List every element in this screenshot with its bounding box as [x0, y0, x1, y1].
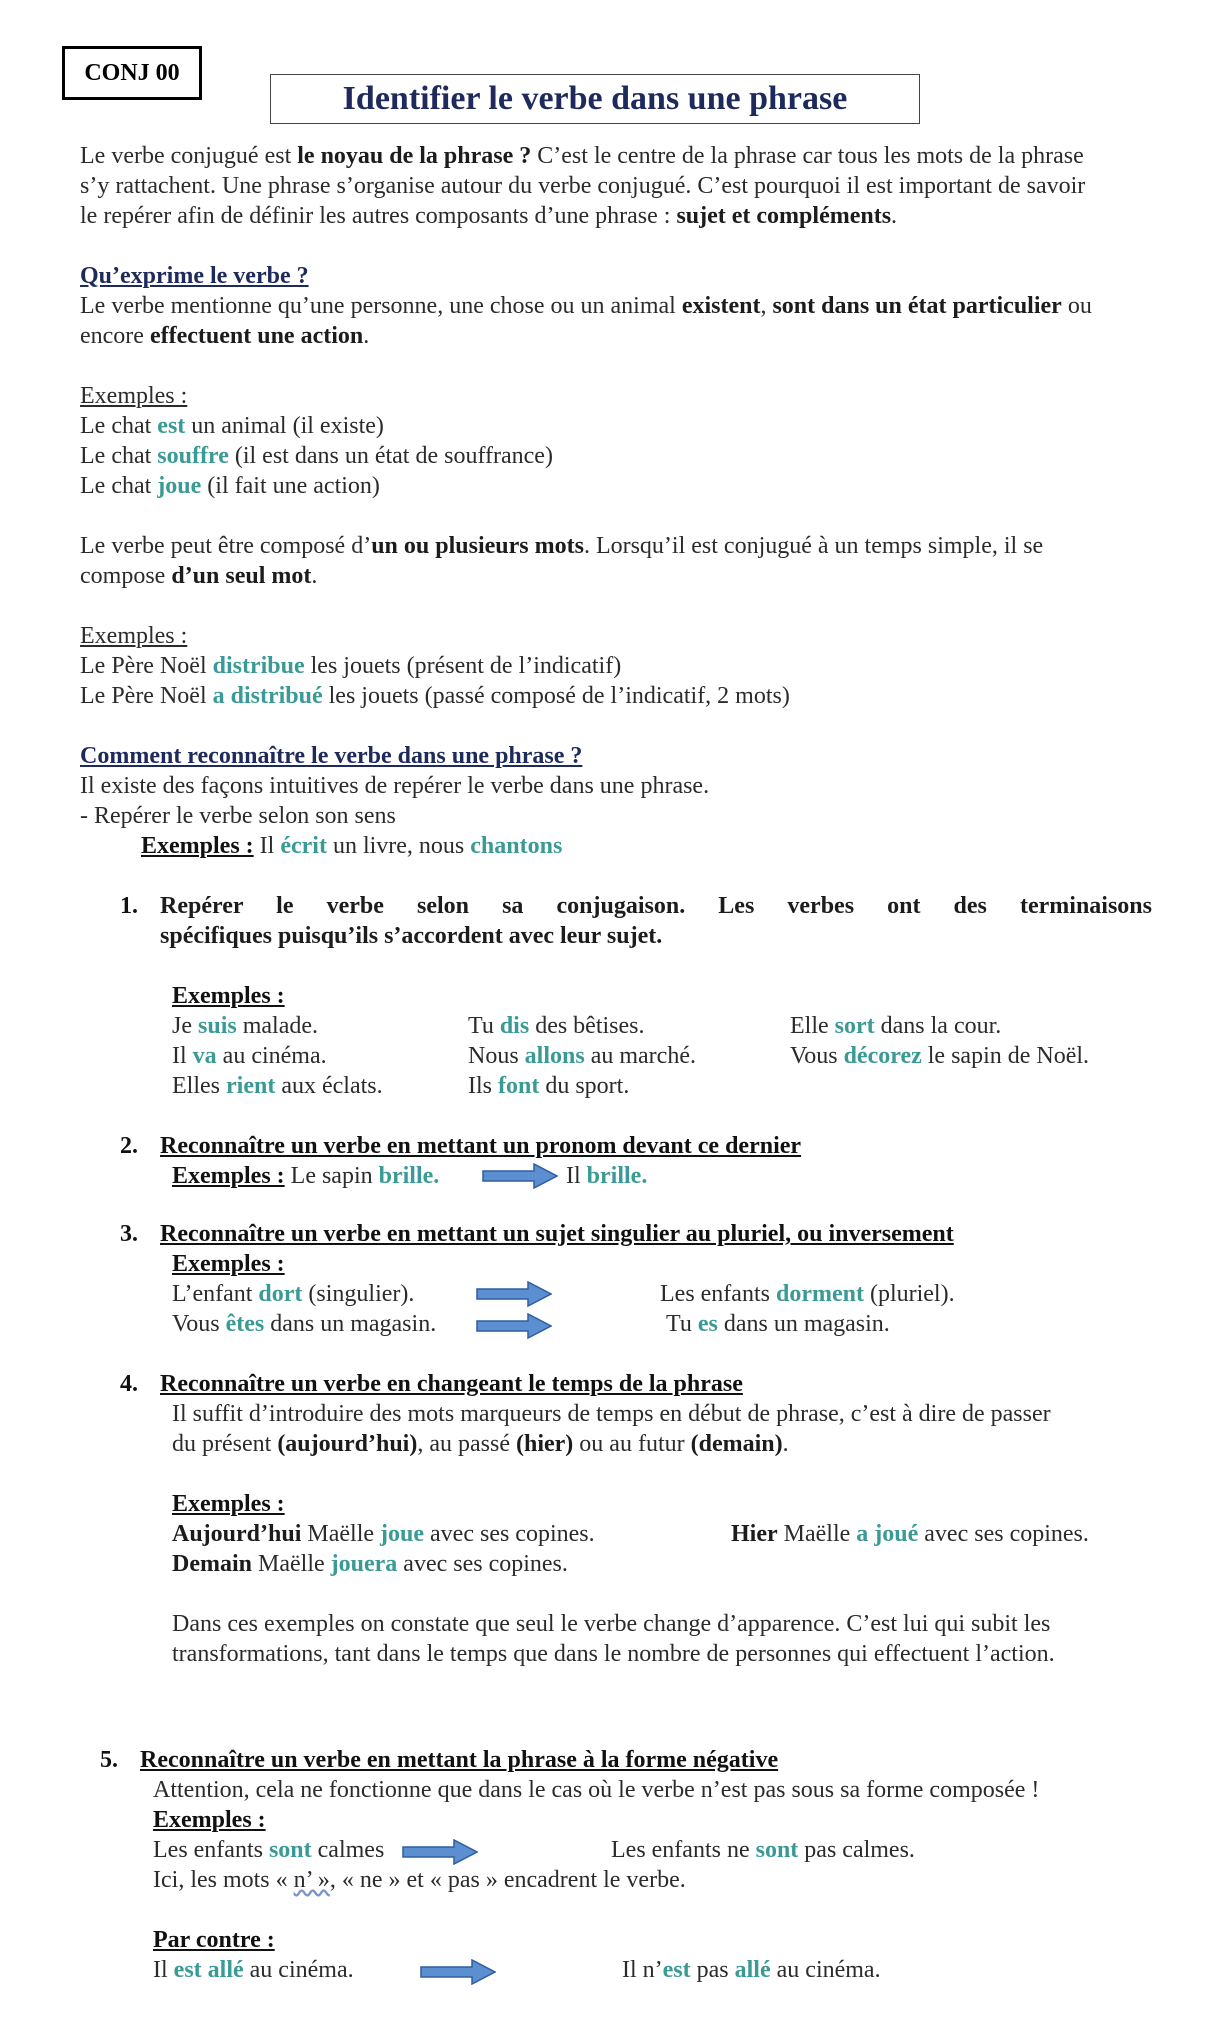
comment-example: [141, 831, 562, 861]
verb: es: [697, 1311, 718, 1337]
doc-code: CONJ 00: [84, 60, 180, 86]
intro-bold: le noyau de la phrase ?: [297, 143, 532, 169]
arrow-right-icon: [402, 1839, 478, 1865]
compose-line-1: [80, 531, 1043, 561]
exprime-line-1: [80, 291, 1092, 321]
text: Le Père Noël: [80, 653, 213, 679]
arrow-right-icon: [420, 1959, 496, 1985]
text: Nous: [468, 1043, 525, 1069]
bold-text: Hier: [731, 1521, 778, 1547]
text: avec ses copines.: [397, 1551, 568, 1577]
example-line: [80, 681, 790, 711]
bold-text: Demain: [172, 1551, 252, 1577]
s4-conclusion-2: transformations, tant dans le temps que dans le nombre de personnes qui effectuent l’action.: [172, 1641, 1055, 1667]
text: (il fait une action): [201, 473, 380, 499]
verb: allons: [524, 1043, 585, 1069]
verb: est allé: [173, 1957, 244, 1983]
text: , au passé: [417, 1431, 516, 1457]
text: Tu: [468, 1013, 500, 1039]
text: (singulier).: [302, 1281, 415, 1307]
verb: font: [498, 1073, 540, 1099]
text: malade.: [236, 1013, 318, 1039]
bold-text: existent: [681, 293, 761, 319]
bold-text: sont dans un état particulier: [772, 293, 1062, 319]
text: L’enfant: [172, 1281, 259, 1307]
text: au cinéma.: [770, 1957, 881, 1983]
example-line: [80, 411, 384, 441]
grid-cell: [468, 1041, 696, 1071]
s5-result: [611, 1835, 915, 1865]
text: les jouets (présent de l’indicatif): [304, 653, 622, 679]
text: dans la cour.: [874, 1013, 1002, 1039]
text: Il: [172, 1043, 193, 1069]
text: compose: [80, 563, 172, 589]
verb: jouera: [330, 1551, 398, 1577]
s1-line-1: Repérer le verbe selon sa conjugaison. Les verbes ont des terminaisons: [160, 893, 1152, 919]
s3-heading: Reconnaître un verbe en mettant un sujet singulier au pluriel, ou inversement: [160, 1221, 954, 1247]
verb: a distribué: [212, 683, 323, 709]
intro-text: Le verbe conjugué est: [80, 143, 298, 169]
verb: brille.: [586, 1163, 648, 1189]
text: Ici, les mots «: [153, 1867, 294, 1893]
text: Ils: [468, 1073, 498, 1099]
s3-result: [660, 1279, 955, 1309]
text: Je: [172, 1013, 198, 1039]
contre-label: Par contre :: [153, 1927, 275, 1953]
page-title: Identifier le verbe dans une phrase: [342, 80, 848, 117]
verb: sont: [755, 1837, 799, 1863]
examples-label: Exemples :: [172, 1251, 285, 1277]
examples-label: Exemples :: [80, 383, 188, 409]
verb: décorez: [843, 1043, 922, 1069]
verb: brille.: [378, 1163, 440, 1189]
example-line: [80, 441, 553, 471]
text: Maëlle: [301, 1521, 381, 1547]
examples-label: Exemples :: [153, 1807, 266, 1833]
verb: rient: [226, 1073, 276, 1099]
section-heading-exprime: Qu’exprime le verbe ?: [80, 263, 309, 289]
verb: distribue: [212, 653, 305, 679]
s4-line-1: Il suffit d’introduire des mots marqueurs de temps en début de phrase, c’est à dire de passer: [172, 1401, 1051, 1427]
section-number: 4.: [120, 1371, 138, 1397]
verb: joue: [157, 473, 202, 499]
text: Les enfants: [660, 1281, 776, 1307]
text: aux éclats.: [275, 1073, 383, 1099]
s2-result: [566, 1161, 647, 1191]
bold-text: (hier): [515, 1431, 574, 1457]
s4-conclusion-1: Dans ces exemples on constate que seul le verbe change d’apparence. C’est lui qui subit les: [172, 1611, 1051, 1637]
grid-cell: [790, 1011, 1001, 1041]
verb: a joué: [856, 1521, 919, 1547]
verb: sont: [268, 1837, 312, 1863]
text: Il n’: [622, 1957, 663, 1983]
text: Elle: [790, 1013, 835, 1039]
s4-line-2: [172, 1429, 789, 1459]
bold-text: d’un seul mot: [171, 563, 312, 589]
s3-example: [172, 1309, 436, 1339]
text: encore: [80, 323, 150, 349]
intro-text: .: [891, 203, 898, 229]
text: Il: [153, 1957, 174, 1983]
verb: souffre: [157, 443, 229, 469]
verb: allé: [734, 1957, 771, 1983]
examples-label: Exemples :: [80, 623, 188, 649]
text: (il est dans un état de souffrance): [228, 443, 553, 469]
text: Vous: [790, 1043, 844, 1069]
doc-code-box: [62, 46, 202, 100]
text: au cinéma.: [216, 1043, 327, 1069]
text: .: [363, 323, 370, 349]
comment-line-1: Il existe des façons intuitives de repérer le verbe dans une phrase.: [80, 773, 710, 799]
bold-text: un ou plusieurs mots: [371, 533, 584, 559]
grid-cell: [172, 1071, 383, 1101]
text: calmes: [311, 1837, 385, 1863]
intro-text: le repérer afin de définir les autres composants d’une phrase :: [80, 203, 677, 229]
example-line: [80, 471, 380, 501]
arrow-right-icon: [482, 1163, 558, 1189]
examples-label: Exemples :: [141, 833, 254, 859]
text: le sapin de Noël.: [921, 1043, 1090, 1069]
verb: joue: [380, 1521, 425, 1547]
intro-line-2: s’y rattachent. Une phrase s’organise autour du verbe conjugué. C’est pourquoi il est important de savoir: [80, 173, 1086, 199]
text: les jouets (passé composé de l’indicatif, 2 mots): [322, 683, 790, 709]
text: n’ »: [293, 1867, 330, 1893]
text: avec ses copines.: [918, 1521, 1089, 1547]
s4-heading: Reconnaître un verbe en changeant le temps de la phrase: [160, 1371, 743, 1397]
comment-line-2: - Repérer le verbe selon son sens: [80, 803, 396, 829]
text: au cinéma.: [243, 1957, 354, 1983]
text: ,: [760, 293, 773, 319]
text: Maëlle: [252, 1551, 331, 1577]
text: .: [782, 1431, 789, 1457]
verb: va: [192, 1043, 217, 1069]
s5-heading: Reconnaître un verbe en mettant la phrase à la forme négative: [140, 1747, 779, 1773]
example-line: [80, 651, 621, 681]
verb: est: [157, 413, 186, 439]
verb: suis: [198, 1013, 237, 1039]
text: Le chat: [80, 413, 158, 439]
text: Le sapin: [284, 1163, 379, 1189]
s3-result: [666, 1309, 890, 1339]
verb: dorment: [775, 1281, 864, 1307]
s5-example: [153, 1835, 384, 1865]
verb: êtes: [225, 1311, 265, 1337]
bold-text: Aujourd’hui: [172, 1521, 302, 1547]
text: du sport.: [539, 1073, 630, 1099]
text: pas calmes.: [798, 1837, 915, 1863]
text: . Lorsqu’il est conjugué à un temps simple, il se: [583, 533, 1044, 559]
s4-example: [731, 1519, 1089, 1549]
s5-line-1: Attention, cela ne fonctionne que dans le cas où le verbe n’est pas sous sa forme composée !: [153, 1777, 1040, 1803]
bold-text: (demain): [690, 1431, 783, 1457]
text: des bêtises.: [529, 1013, 645, 1039]
text: Le chat: [80, 443, 158, 469]
text: .: [311, 563, 318, 589]
bold-text: (aujourd’hui): [277, 1431, 418, 1457]
intro-text: C’est le centre de la phrase car tous les mots de la phrase: [531, 143, 1084, 169]
text: du présent: [172, 1431, 278, 1457]
exprime-line-2: [80, 321, 369, 351]
intro-line-1: [80, 141, 1084, 171]
s4-example: [172, 1549, 568, 1579]
verb: écrit: [280, 833, 327, 859]
s5-contre-example: [153, 1955, 354, 1985]
examples-label: Exemples :: [172, 983, 285, 1009]
s2-example: [172, 1161, 439, 1191]
grid-cell: [790, 1041, 1089, 1071]
text: un animal (il existe): [185, 413, 384, 439]
text: Les enfants: [153, 1837, 269, 1863]
text: Le verbe mentionne qu’une personne, une chose ou un animal: [80, 293, 682, 319]
verb: sort: [834, 1013, 875, 1039]
s1-line-2: spécifiques puisqu’ils s’accordent avec leur sujet.: [160, 923, 663, 949]
text: un livre, nous: [326, 833, 471, 859]
section-number: 1.: [120, 893, 138, 919]
page-title-box: [270, 74, 920, 124]
text: dans un magasin.: [264, 1311, 437, 1337]
text: , « ne » et « pas » encadrent le verbe.: [329, 1867, 686, 1893]
grid-cell: [172, 1011, 318, 1041]
bold-text: effectuent une action: [149, 323, 364, 349]
arrow-right-icon: [476, 1313, 552, 1339]
s2-heading: Reconnaître un verbe en mettant un pronom devant ce dernier: [160, 1133, 802, 1159]
text: ou au futur: [573, 1431, 691, 1457]
grid-cell: [468, 1011, 645, 1041]
text: pas: [690, 1957, 735, 1983]
text: au marché.: [584, 1043, 696, 1069]
verb: dis: [499, 1013, 530, 1039]
compose-line-2: [80, 561, 317, 591]
section-heading-comment: Comment reconnaître le verbe dans une phrase ?: [80, 743, 583, 769]
s5-note: [153, 1865, 686, 1895]
section-number: 5.: [100, 1747, 118, 1773]
arrow-right-icon: [476, 1281, 552, 1307]
grid-cell: [172, 1041, 327, 1071]
verb: est: [662, 1957, 691, 1983]
section-number: 3.: [120, 1221, 138, 1247]
text: dans un magasin.: [717, 1311, 890, 1337]
text: Tu: [666, 1311, 698, 1337]
s5-contre-result: [622, 1955, 881, 1985]
text: (pluriel).: [863, 1281, 955, 1307]
verb: dort: [258, 1281, 303, 1307]
text: Le verbe peut être composé d’: [80, 533, 372, 559]
section-number: 2.: [120, 1133, 138, 1159]
text: avec ses copines.: [424, 1521, 595, 1547]
grid-cell: [468, 1071, 629, 1101]
examples-label: Exemples :: [172, 1163, 285, 1189]
text: Elles: [172, 1073, 226, 1099]
text: Les enfants ne: [611, 1837, 756, 1863]
text: Le chat: [80, 473, 158, 499]
s4-example: [172, 1519, 595, 1549]
text: Il: [566, 1163, 587, 1189]
text: Il: [253, 833, 281, 859]
text: Vous: [172, 1311, 226, 1337]
verb: chantons: [470, 833, 563, 859]
text: ou: [1061, 293, 1092, 319]
text: Maëlle: [777, 1521, 857, 1547]
intro-line-3: [80, 201, 897, 231]
text: Le Père Noël: [80, 683, 213, 709]
intro-bold: sujet et compléments: [676, 203, 892, 229]
s3-example: [172, 1279, 414, 1309]
examples-label: Exemples :: [172, 1491, 285, 1517]
